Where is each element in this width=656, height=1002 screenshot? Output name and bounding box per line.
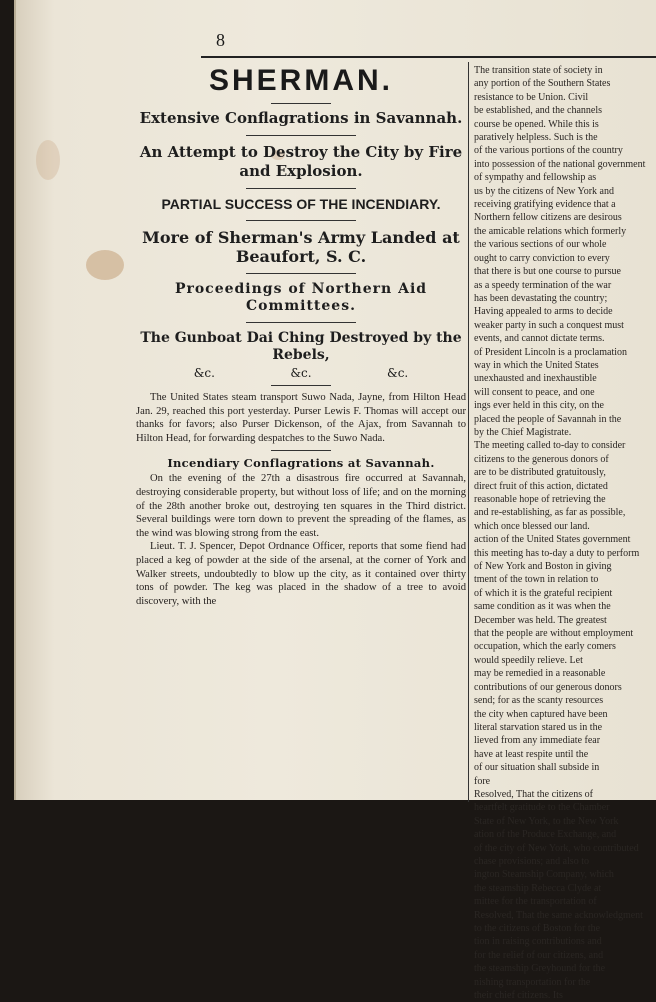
column-line: would speedily relieve. Let xyxy=(474,654,583,666)
paper-stain xyxy=(36,140,60,180)
newspaper-page xyxy=(14,0,656,1002)
column-line: and re-establishing, as far as possible, xyxy=(474,507,626,519)
column-line: action of the United States government xyxy=(474,534,631,546)
column-line: fore xyxy=(474,775,491,787)
column-line: any portion of the Southern States xyxy=(474,78,611,90)
section-rule xyxy=(271,450,331,451)
column-line: ation of the Produce Exchange, and xyxy=(474,829,617,841)
adjacent-column xyxy=(474,64,656,1002)
column-line: reasonable hope of retrieving the xyxy=(474,494,606,505)
column-line: occupation, which the early comers xyxy=(474,641,616,653)
column-line: The transition state of society in xyxy=(474,65,603,76)
page-number: 8 xyxy=(216,30,225,50)
column-line: placed the people of Savannah in the xyxy=(474,413,622,425)
deck-attempt: An Attempt to Destroy the City by Fire and Explosion. xyxy=(139,143,463,180)
deck-army-landed: More of Sherman's Army Landed at Beaufort, S. C. xyxy=(142,228,460,266)
column-line: ought to carry conviction to every xyxy=(474,252,610,264)
column-line: of sympathy and fellowship as xyxy=(474,172,597,184)
column-line: mittee for the transportation of xyxy=(474,896,597,908)
etc-mark: &c. xyxy=(387,366,409,380)
column-line: the steamship Greyhound for the xyxy=(474,963,606,975)
column-line: same condition as it was when the xyxy=(474,601,611,613)
article-column xyxy=(136,60,466,608)
column-line: the city when captured have been xyxy=(474,708,608,720)
column-line: course be opened. While this is xyxy=(474,118,599,130)
column-line: citizens to the generous donors of xyxy=(474,453,609,465)
etc-mark: &c. xyxy=(193,366,215,380)
subheading: Incendiary Conflagrations at Savannah. xyxy=(167,456,435,471)
column-line: the various sections of our whole xyxy=(474,239,607,251)
paragraph-fires: On the evening of the 27th a disastrous fire occurred at Savannah, destroying considerable property, but without loss of life; and on the morning of the 28th another broke out, destroying ten squares in the Third district. Several buildings were torn down to prevent the spreading of the flames, as the wind was blowing strong from the east. xyxy=(136,473,466,539)
column-line: that the people are without employment xyxy=(474,628,634,640)
column-line: as a speedy termination of the war xyxy=(474,279,612,291)
column-rule xyxy=(468,62,469,802)
column-line: Northern fellow citizens are desirous xyxy=(474,212,622,224)
deck-gunboat: The Gunboat Dai Ching Destroyed by the Rebels, xyxy=(140,330,462,363)
column-line: has been devastating the country; xyxy=(474,292,608,304)
column-line: into possession of the national government xyxy=(474,158,646,170)
deck-partial-success: PARTIAL SUCCESS OF THE INCENDIARY. xyxy=(161,196,441,212)
column-line: literal starvation stared us in the xyxy=(474,721,603,733)
column-line: contributions of our generous donors xyxy=(474,681,622,693)
column-line: of the various portions of the country xyxy=(474,145,623,157)
etc-mark: &c. xyxy=(290,366,312,380)
column-line: of New York and Boston in giving xyxy=(474,561,612,573)
column-line: to the citizens of Boston for the xyxy=(474,923,601,934)
column-line: December was held. The greatest xyxy=(474,614,607,626)
column-line: heartfelt gratitude to the Chamber xyxy=(474,802,610,814)
column-line: Having appealed to arms to decide xyxy=(474,306,613,318)
column-line: tion in raising contributions and xyxy=(474,936,602,948)
deck-rule xyxy=(246,322,356,323)
column-line: of our situation shall subside in xyxy=(474,762,600,774)
column-line: this meeting has to-day a duty to perform xyxy=(474,547,640,559)
column-line: are to be distributed gratuitously, xyxy=(474,467,606,479)
column-line: nishing transportation for the xyxy=(474,976,591,988)
column-line: of the city of New York, who contributed xyxy=(474,842,639,854)
column-line: the steamship Rebecca Clyde at xyxy=(474,882,602,894)
column-line: chase provisions; and also to xyxy=(474,855,589,867)
column-line: have at least respite until the xyxy=(474,748,589,760)
deck-rule xyxy=(246,273,356,274)
column-line: events, and cannot dictate terms. xyxy=(474,333,605,345)
headline: SHERMAN. xyxy=(208,64,393,97)
intro-paragraph: The United States steam transport Suwo Nada, Jayne, from Hilton Head Jan. 29, reached this port yesterday. Purser Lewis F. Thomas will accept our thanks for favors; also Purser Dickenson, of the Ajax, from Savannah to Hilton Head, for forwarding despatches to the Suwo Nada. xyxy=(136,392,466,444)
column-line: by the Chief Magistrate. xyxy=(474,426,572,438)
column-line: of which it is the grateful recipient xyxy=(474,587,613,599)
column-line: tment of the town in relation to xyxy=(474,574,599,586)
column-line: of President Lincoln is a proclamation xyxy=(474,346,628,358)
deck-rule xyxy=(246,135,356,136)
column-line: lieved from any immediate fear xyxy=(474,735,601,747)
column-line: Resolved, That the same acknowledgment xyxy=(474,909,643,921)
column-line: send; for as the scanty resources xyxy=(474,695,604,707)
column-line: The meeting called to-day to consider xyxy=(474,440,626,452)
column-line: resistance to be Union. Civil xyxy=(474,91,589,103)
deck-rule xyxy=(246,220,356,221)
column-line: ings ever held in this city, on the xyxy=(474,400,604,412)
column-line: us by the citizens of New York and xyxy=(474,185,614,197)
column-line: receiving gratifying evidence that a xyxy=(474,199,616,211)
column-line: will consent to peace, and one xyxy=(474,386,595,398)
column-line: the amicable relations which formerly xyxy=(474,225,627,237)
deck-conflagrations: Extensive Conflagrations in Savannah. xyxy=(139,109,463,127)
column-line: may be remedied in a reasonable xyxy=(474,668,606,680)
column-line: for the relief of our citizens, and xyxy=(474,949,604,961)
deck-rule xyxy=(246,188,356,189)
column-line: paratively helpless. Such is the xyxy=(474,132,598,144)
column-line: Resolved, That the citizens of xyxy=(474,788,593,800)
column-line: ington Steamship Company, which xyxy=(474,869,614,881)
column-line: which once blessed our land. xyxy=(474,520,590,532)
column-line: State of New York, to the New York xyxy=(474,815,619,827)
column-line: way in which the United States xyxy=(474,359,599,371)
column-line: that there is but one course to pursue xyxy=(474,266,621,278)
column-line: unexhausted and inexhaustible xyxy=(474,373,597,385)
column-line: be established, and the channels xyxy=(474,105,603,117)
paper-stain xyxy=(86,250,124,280)
column-line: their chief citizens. Its xyxy=(474,990,563,1002)
column-line: direct fruit of this action, dictated xyxy=(474,480,608,492)
top-rule xyxy=(201,56,656,58)
section-rule xyxy=(271,385,331,386)
column-line: weaker party in such a conquest must xyxy=(474,319,624,331)
etc-line xyxy=(136,366,466,380)
deck-aid-committees: Proceedings of Northern Aid Committees. xyxy=(174,281,428,314)
paragraph-powder-keg: Lieut. T. J. Spencer, Depot Ordnance Officer, reports that some fiend had placed a keg of powder at the side of the arsenal, at the corner of York and Walker streets, undoubtedly to blow up the city, as it contained over thirty tons of powder. The keg was placed in the shadow of a tree to avoid discovery, with the xyxy=(136,541,466,607)
ornament-rule xyxy=(271,103,331,104)
